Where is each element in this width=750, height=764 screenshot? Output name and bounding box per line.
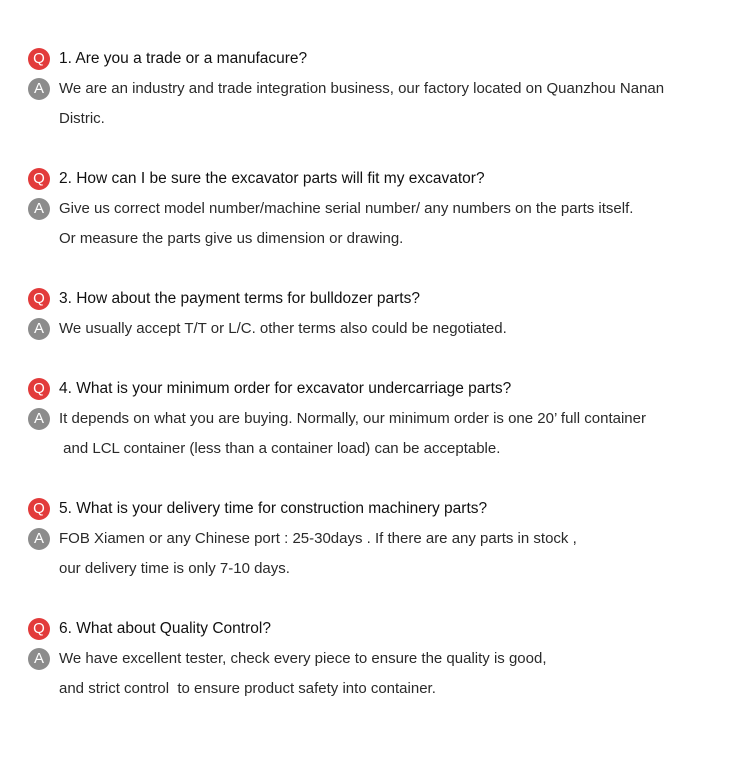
faq-question (28, 284, 728, 314)
question-badge-icon: Q (28, 288, 50, 310)
faq-question (28, 614, 728, 644)
faq-answer-continued (28, 554, 728, 584)
question-text: 5. What is your delivery time for construction machinery parts? (59, 500, 488, 517)
answer-text: It depends on what you are buying. Normally, our minimum order is one 20’ full container (59, 410, 646, 427)
question-badge-icon: Q (28, 168, 50, 190)
answer-text: and LCL container (less than a container load) can be acceptable. (59, 440, 501, 457)
answer-text: Give us correct model number/machine serial number/ any numbers on the parts itself. (59, 200, 634, 217)
answer-text: We are an industry and trade integration business, our factory located on Quanzhou Nanan (59, 80, 665, 97)
faq-question (28, 374, 728, 404)
answer-text: Or measure the parts give us dimension or drawing. (59, 230, 404, 247)
question-text: 6. What about Quality Control? (59, 620, 271, 637)
faq-question (28, 44, 728, 74)
question-text: 4. What is your minimum order for excavator undercarriage parts? (59, 380, 512, 397)
question-badge-icon: Q (28, 498, 50, 520)
faq-question (28, 494, 728, 524)
faq-item (28, 494, 728, 584)
faq-answer (28, 74, 728, 104)
answer-text: FOB Xiamen or any Chinese port : 25-30days . If there are any parts in stock , (59, 530, 577, 547)
answer-badge-icon: A (28, 528, 50, 550)
faq-question (28, 164, 728, 194)
faq-item (28, 614, 728, 704)
faq-answer (28, 644, 728, 674)
faq-item (28, 44, 728, 134)
faq-item (28, 374, 728, 464)
question-badge-icon: Q (28, 618, 50, 640)
answer-badge-icon: A (28, 318, 50, 340)
answer-text: and strict control to ensure product safety into container. (59, 680, 436, 697)
question-badge-icon: Q (28, 48, 50, 70)
faq-answer (28, 404, 728, 434)
faq-item (28, 164, 728, 254)
question-text: 2. How can I be sure the excavator parts will fit my excavator? (59, 170, 485, 187)
answer-badge-icon: A (28, 198, 50, 220)
faq-answer (28, 524, 728, 554)
question-text: 3. How about the payment terms for bulldozer parts? (59, 290, 420, 307)
faq-answer (28, 194, 728, 224)
faq-answer (28, 314, 728, 344)
answer-text: Distric. (59, 110, 105, 127)
answer-text: We usually accept T/T or L/C. other terms also could be negotiated. (59, 320, 507, 337)
answer-badge-icon: A (28, 408, 50, 430)
faq-answer-continued (28, 674, 728, 704)
question-text: 1. Are you a trade or a manufacure? (59, 50, 308, 67)
answer-text: We have excellent tester, check every piece to ensure the quality is good, (59, 650, 547, 667)
faq-answer-continued (28, 104, 728, 134)
faq-item (28, 284, 728, 344)
faq-answer-continued (28, 434, 728, 464)
answer-badge-icon: A (28, 648, 50, 670)
question-badge-icon: Q (28, 378, 50, 400)
answer-badge-icon: A (28, 78, 50, 100)
answer-text: our delivery time is only 7-10 days. (59, 560, 290, 577)
faq-answer-continued (28, 224, 728, 254)
